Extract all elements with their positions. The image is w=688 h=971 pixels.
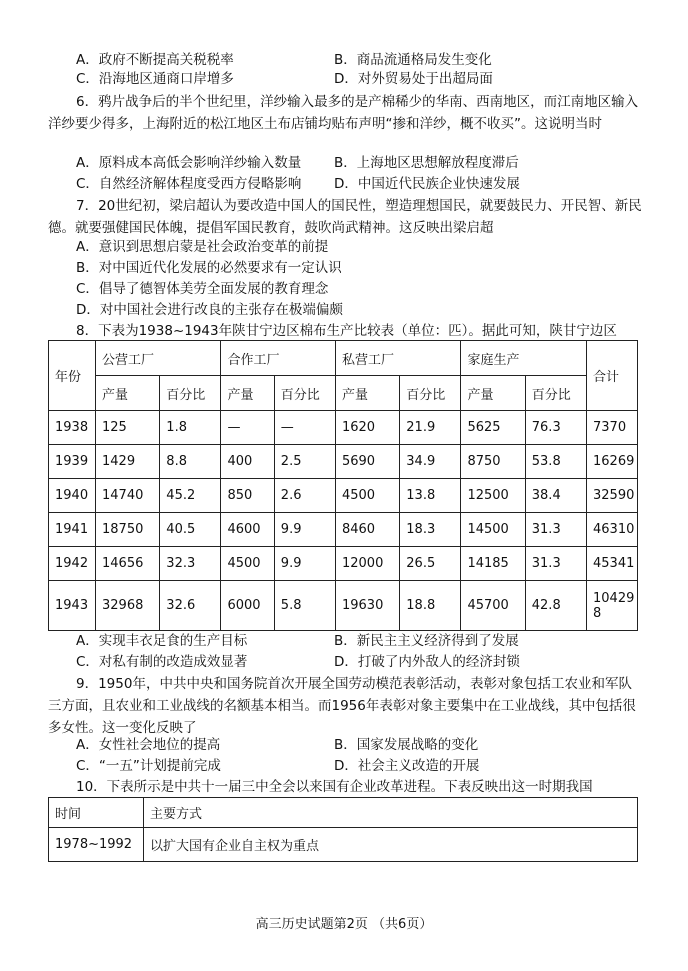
q8-option-b: B．新民主主义经济得到了发展 — [334, 633, 519, 649]
table-row — [49, 547, 638, 581]
group-header-public: 公营工厂 — [96, 341, 221, 376]
table-cell: 14185 — [461, 547, 525, 581]
table-row — [49, 581, 638, 631]
table-cell: 31.3 — [525, 513, 586, 547]
group-header-household: 家庭生产 — [461, 341, 587, 376]
sub-header: 产量 — [335, 376, 399, 411]
table-cell: 8.8 — [160, 445, 221, 479]
table-cell: 1939 — [49, 445, 96, 479]
table-cell: 125 — [96, 411, 160, 445]
table-cell: 16269 — [587, 445, 638, 479]
q7-option-c: C．倡导了德智体美劳全面发展的教育理念 — [76, 281, 329, 297]
group-header-coop: 合作工厂 — [221, 341, 336, 376]
q8-option-a: A．实现丰衣足食的生产目标 — [76, 633, 248, 649]
q9-option-b: B．国家发展战略的变化 — [334, 737, 479, 753]
q8-option-d: D．打破了内外敌人的经济封锁 — [334, 654, 520, 670]
table-cell: 14740 — [96, 479, 160, 513]
q9-stem: 9．1950年，中共中央和国务院首次开展全国劳动模范表彰活动，表彰对象包括工农业和军队三方面，且农业和工业战线的名额基本相当。而1956年表彰对象主要集中在工业战线，其中包括很多女性。这一变化反映了 — [48, 676, 636, 736]
q7-stem: 7．20世纪初，梁启超认为要改造中国人的国民性，塑造理想国民，就要鼓民力、开民智、新民德。就要强健国民体魄，提倡军国民教育，鼓吹尚武精神。这反映出梁启超 — [48, 198, 642, 236]
table-cell: 7370 — [587, 411, 638, 445]
q5-option-b: B．商品流通格局发生变化 — [334, 52, 492, 68]
table-cell: 19630 — [335, 581, 399, 631]
table-cell: 31.3 — [525, 547, 586, 581]
q6-stem: 6．鸦片战争后的半个世纪里，洋纱输入最多的是产棉稀少的华南、西南地区，而江南地区输入洋纱要少得多，上海附近的松江地区土布店铺均贴布声明“掺和洋纱，概不收买”。这说明当时 — [48, 94, 639, 132]
table-cell: 4600 — [221, 513, 274, 547]
table-cell: 46310 — [587, 513, 638, 547]
q10-header-time: 时间 — [49, 798, 144, 828]
q10-table — [48, 797, 638, 862]
q9-option-a: A．女性社会地位的提高 — [76, 737, 221, 753]
group-header-private: 私营工厂 — [335, 341, 460, 376]
q7-option-b: B．对中国近代化发展的必然要求有一定认识 — [76, 260, 342, 276]
table-cell: 5.8 — [274, 581, 335, 631]
table-cell: 32.6 — [160, 581, 221, 631]
table-cell: 38.4 — [525, 479, 586, 513]
q8-table — [48, 340, 638, 631]
q6-option-c: C．自然经济解体程度受西方侵略影响 — [76, 176, 302, 192]
sub-header: 百分比 — [400, 376, 461, 411]
table-cell: 4500 — [221, 547, 274, 581]
table-cell: 21.9 — [400, 411, 461, 445]
table-cell: 18.8 — [400, 581, 461, 631]
sub-header: 产量 — [96, 376, 160, 411]
q8-stem: 8．下表为1938~1943年陕甘宁边区棉布生产比较表（单位：匹）。据此可知，陕甘宁边区 — [76, 323, 617, 339]
q6-option-d: D．中国近代民族企业快速发展 — [334, 176, 520, 192]
table-cell: 18750 — [96, 513, 160, 547]
table-cell: 8460 — [335, 513, 399, 547]
table-cell: 2.6 — [274, 479, 335, 513]
table-cell: 1942 — [49, 547, 96, 581]
table-cell: 850 — [221, 479, 274, 513]
q6-option-b: B．上海地区思想解放程度滞后 — [334, 155, 519, 171]
table-cell: 2.5 — [274, 445, 335, 479]
table-cell: 76.3 — [525, 411, 586, 445]
table-cell: 13.8 — [400, 479, 461, 513]
table-cell: 9.9 — [274, 513, 335, 547]
table-cell: — — [274, 411, 335, 445]
q9-option-d: D．社会主义改造的开展 — [334, 758, 480, 774]
table-cell: 5625 — [461, 411, 525, 445]
q5-option-a: A．政府不断提高关税税率 — [76, 52, 234, 68]
q10-row-time: 1978~1992 — [49, 828, 144, 862]
q10-header-way: 主要方式 — [144, 798, 638, 828]
table-cell: 40.5 — [160, 513, 221, 547]
table-cell: 45.2 — [160, 479, 221, 513]
q7-option-d: D．对中国社会进行改良的主张存在极端偏颇 — [76, 302, 343, 318]
table-cell: 1.8 — [160, 411, 221, 445]
sub-header: 产量 — [461, 376, 525, 411]
table-cell: — — [221, 411, 274, 445]
table-cell: 34.9 — [400, 445, 461, 479]
sub-header: 百分比 — [274, 376, 335, 411]
q7-option-a: A．意识到思想启蒙是社会政治变革的前提 — [76, 239, 329, 255]
table-cell: 32.3 — [160, 547, 221, 581]
table-cell: 1620 — [335, 411, 399, 445]
table-cell: 9.9 — [274, 547, 335, 581]
sub-header: 百分比 — [160, 376, 221, 411]
table-cell: 12500 — [461, 479, 525, 513]
q5-option-d: D．对外贸易处于出超局面 — [334, 71, 493, 87]
table-cell: 45341 — [587, 547, 638, 581]
table-row — [49, 513, 638, 547]
total-header: 合计 — [587, 341, 638, 411]
q10-row-way: 以扩大国有企业自主权为重点 — [144, 828, 638, 862]
table-cell: 14656 — [96, 547, 160, 581]
table-cell: 42.8 — [525, 581, 586, 631]
table-cell: 400 — [221, 445, 274, 479]
table-row — [49, 445, 638, 479]
table-cell: 53.8 — [525, 445, 586, 479]
table-cell: 4500 — [335, 479, 399, 513]
q5-option-c: C．沿海地区通商口岸增多 — [76, 71, 234, 87]
table-cell: 5690 — [335, 445, 399, 479]
table-cell: 1938 — [49, 411, 96, 445]
table-cell: 12000 — [335, 547, 399, 581]
sub-header: 百分比 — [525, 376, 586, 411]
year-header: 年份 — [49, 341, 96, 411]
table-row — [49, 479, 638, 513]
table-cell: 1941 — [49, 513, 96, 547]
table-cell: 104298 — [587, 581, 638, 631]
table-cell: 1429 — [96, 445, 160, 479]
table-row — [49, 411, 638, 445]
sub-header: 产量 — [221, 376, 274, 411]
table-cell: 45700 — [461, 581, 525, 631]
q10-stem: 10．下表所示是中共十一届三中全会以来国有企业改革进程。下表反映出这一时期我国 — [76, 779, 593, 795]
table-cell: 18.3 — [400, 513, 461, 547]
q8-option-c: C．对私有制的改造成效显著 — [76, 654, 248, 670]
table-cell: 6000 — [221, 581, 274, 631]
table-cell: 1940 — [49, 479, 96, 513]
table-cell: 26.5 — [400, 547, 461, 581]
q6-option-a: A．原料成本高低会影响洋纱输入数量 — [76, 155, 302, 171]
table-cell: 8750 — [461, 445, 525, 479]
q9-option-c: C．“一五”计划提前完成 — [76, 758, 221, 774]
page-footer: 高三历史试题第2页 （共6页） — [255, 917, 433, 932]
table-cell: 32968 — [96, 581, 160, 631]
table-cell: 1943 — [49, 581, 96, 631]
table-cell: 32590 — [587, 479, 638, 513]
table-cell: 14500 — [461, 513, 525, 547]
